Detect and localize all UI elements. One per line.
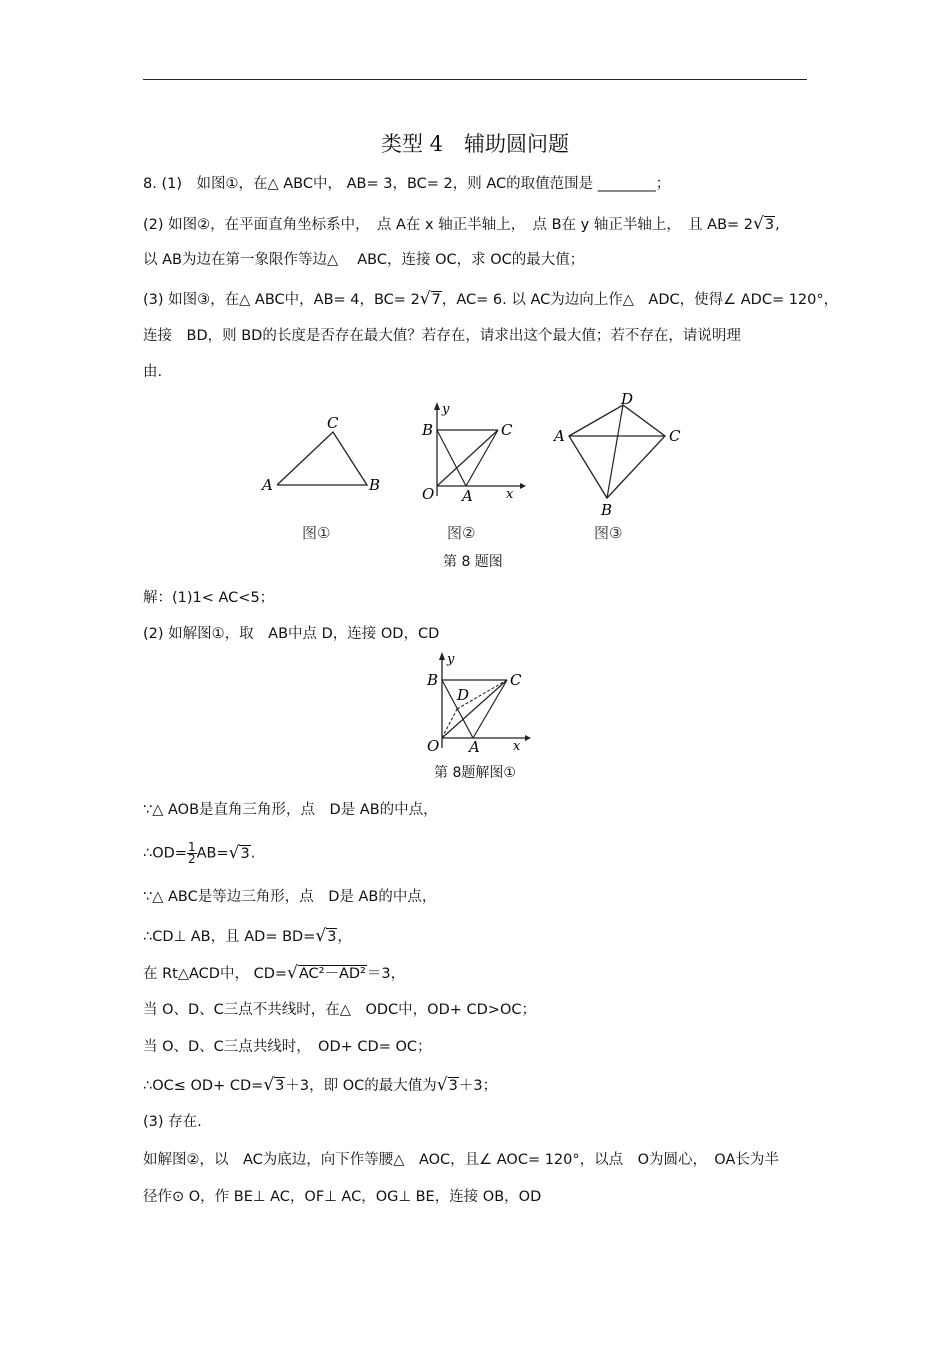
y-axis-arrow-icon [434,402,440,410]
sqrt-expression: √3 [263,1075,285,1095]
fraction: $\frac{1}{2}$ [187,840,196,866]
point-label-c: C [327,414,339,432]
segment-oc [442,680,507,738]
figure-2-label: 图② [447,524,476,542]
point-label-a: A [262,476,273,494]
point-label-a: A [462,487,473,505]
point-label-a: A [554,427,565,445]
problem-part-3-cont: 连接 BD，则 BD的长度是否存在最大值？若存在，请求出这个最大值；若不存在，请说明理 [143,328,741,344]
figure-1-label: 图① [302,524,331,542]
axis-label-x: x [506,487,514,502]
segment-od-dashed [442,709,457,738]
triangle-abc [277,432,367,485]
problem-part-3: (3) 如图③，在△ ABC中，AB= 4，BC= 2√7，AC= 6. 以 AC为边向上作△ ADC，使得∠ ADC= 120°， [143,289,839,309]
figure-caption: 第 8 题图 [443,554,503,570]
axis-label-x: x [513,739,521,754]
solution-step-7: 在 Rt△ACD中， CD=√AC²－AD²＝3， [143,963,406,983]
point-label-c: C [669,427,681,445]
solution-step-3: ∵△ AOB是直角三角形，点 D是 AB的中点， [143,802,438,818]
figure-3-label: 图③ [594,524,623,542]
solution-step-13: 径作⊙ O，作 BE⊥ AC，OF⊥ AC，OG⊥ BE，连接 OB，OD [143,1189,542,1205]
problem-part-3-end: 由. [143,364,163,380]
segment-ba [437,430,466,486]
point-label-o: O [422,485,435,503]
segment-ac [473,680,507,738]
problem-part-1: 8. (1) 如图①，在△ ABC中， AB= 3，BC= 2，则 AC的取值范围是 ________； [143,176,671,192]
solution-figure-caption: 第 8题解图① [434,765,516,781]
figure-1-triangle [255,408,395,503]
quad-adcb [569,405,665,498]
y-axis-arrow-icon [439,652,445,660]
point-label-d: D [457,686,470,704]
problem-part-2-cont: 以 AB为边在第一象限作等边△ ABC，连接 OC，求 OC的最大值； [143,252,585,268]
problem-part-2: (2) 如图②，在平面直角坐标系中， 点 A在 x 轴正半轴上， 点 B在 y 轴正半轴上， 且 AB= 2√3, [143,214,780,234]
solution-figure-1 [415,648,535,756]
header-rule [143,79,807,80]
point-label-o: O [427,737,440,755]
sqrt-expression: √AC²－AD² [287,963,366,983]
solution-step-12: 如解图②，以 AC为底边，向下作等腰△ AOC，且∠ AOC= 120°，以点 O为圆心， OA长为半 [143,1152,779,1168]
solution-step-4: ∴OD= $\frac{1}{2}$ AB=√3. [143,840,256,866]
point-label-d: D [621,390,634,408]
sqrt-expression: √3 [753,214,775,234]
point-label-c: C [501,421,513,439]
solution-step-10: ∴OC≤ OD+ CD=√3＋3，即 OC的最大值为√3＋3； [143,1075,498,1095]
solution-step-8: 当 O、D、C三点不共线时，在△ ODC中，OD+ CD>OC； [143,1002,536,1018]
point-label-b: B [369,476,381,494]
figure-2-coordinate [410,398,530,508]
sqrt-expression: √3 [436,1075,458,1095]
solution-step-6: ∴CD⊥ AB，且 AD= BD=√3， [143,926,352,946]
x-axis-arrow-icon [525,735,531,741]
solution-part-1: 解：(1)1< AC<5； [143,590,275,606]
segment-ac [466,430,498,486]
point-label-b: B [427,671,439,689]
figure-3-quadrilateral [545,388,695,518]
point-label-b: B [601,501,613,518]
axis-label-y: y [442,402,450,417]
sqrt-expression: √3 [228,842,250,863]
solution-step-9: 当 O、D、C三点共线时， OD+ CD= OC； [143,1039,432,1055]
solution-step-5: ∵△ ABC是等边三角形，点 D是 AB的中点， [143,889,437,905]
point-label-c: C [510,671,522,689]
section-title: 类型 4 辅助圆问题 [380,132,570,156]
x-axis-arrow-icon [520,483,526,489]
point-label-b: B [422,421,434,439]
sqrt-expression: √3 [315,926,337,946]
sqrt-expression: √7 [419,289,441,309]
point-label-a: A [469,738,480,756]
segment-oc [437,430,498,486]
axis-label-y: y [447,652,455,667]
solution-part-2-intro: (2) 如解图①，取 AB中点 D，连接 OD，CD [143,626,440,642]
solution-part-3: (3) 存在. [143,1114,202,1130]
